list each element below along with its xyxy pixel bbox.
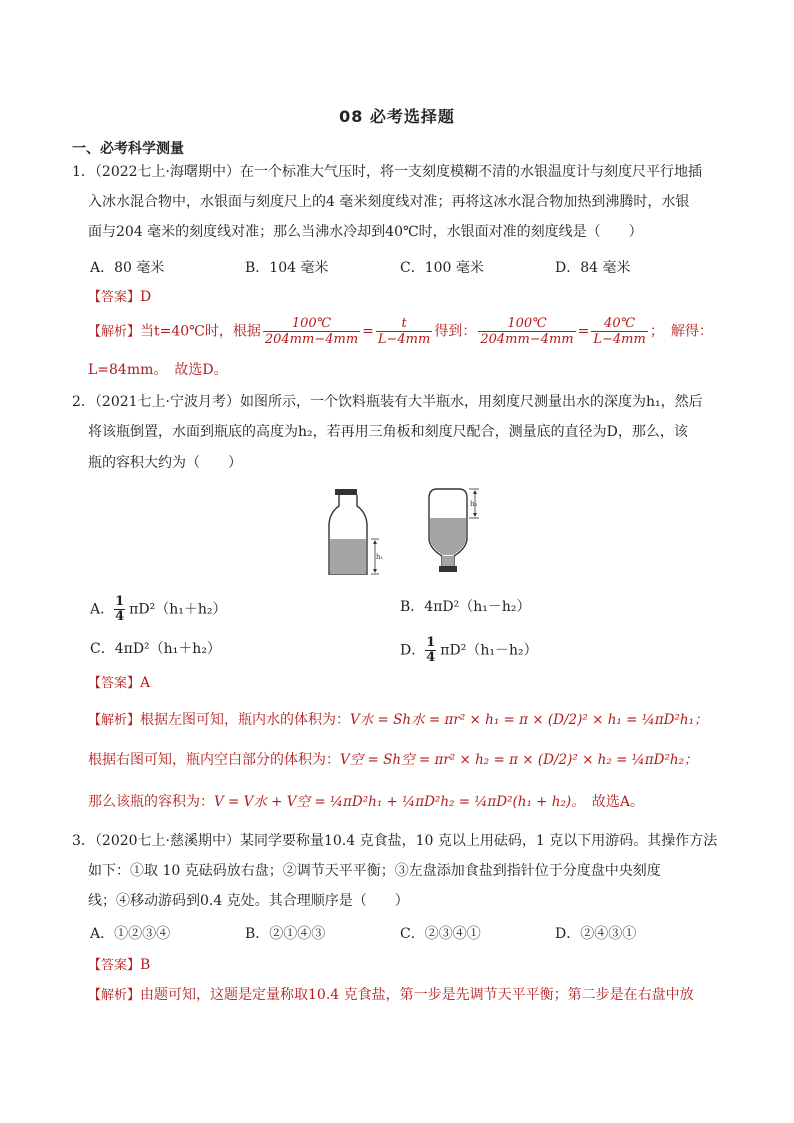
q1-option-b: B．104 毫米 <box>245 260 329 276</box>
analysis-text: ； 解得： <box>649 323 713 340</box>
q3-option-b: B．②①④③ <box>245 926 326 942</box>
formula: V空 = Sh空 = πr² × h₂ = π × (D/2)² × h₂ = ¼πD²h₂； <box>340 752 698 768</box>
q1-analysis-line-2: L=84mm。 故选D。 <box>88 362 228 378</box>
q3-option-a: A．①②③④ <box>90 926 171 942</box>
q3-line-1: 3．（2020七上·慈溪期中）某同学要称量10.4 克食盐，10 克以上用砝码，1 克以下用游码。其操作方法 <box>72 833 718 849</box>
option-text: πD²（h₁＋h₂） <box>129 601 227 618</box>
left-h-label: h₁ <box>376 553 384 561</box>
fraction <box>425 636 436 665</box>
answer-value: A <box>140 675 151 691</box>
q1-option-d: D．84 毫米 <box>555 260 631 276</box>
q2-analysis-line-2 <box>88 750 697 770</box>
right-water <box>430 518 466 555</box>
q2-analysis-line-3 <box>88 792 644 812</box>
bottle-cap <box>439 566 457 572</box>
numerator: t <box>376 316 432 332</box>
q1-analysis-line-1 <box>88 316 713 347</box>
q1-answer <box>88 287 151 308</box>
bottle-cap <box>335 489 357 495</box>
numerator: 100℃ <box>478 316 575 332</box>
option-letter: A． <box>90 601 115 618</box>
q2-option-c: C．4πD²（h₁＋h₂） <box>90 641 221 657</box>
answer-tag: 【答案】 <box>88 958 141 973</box>
denominator: L−4mm <box>593 332 646 347</box>
denominator: 204mm−4mm <box>480 332 574 347</box>
numerator: 40℃ <box>591 316 647 332</box>
q1-line-3: 面与204 毫米的刻度线对准；那么当沸水冷却到40℃时，水银面对准的刻度线是（ ） <box>88 224 643 240</box>
denominator: 204mm−4mm <box>264 332 359 347</box>
page-title: 08 必考选择题 <box>339 107 455 126</box>
numerator: 1 <box>115 594 125 609</box>
analysis-text: 由题可知，这题是定量称取10.4 克食盐，第一步是先调节天平平衡；第二步是在右盘中放 <box>140 987 694 1003</box>
answer-tag: 【答案】 <box>88 676 141 691</box>
q3-option-d: D．②④③① <box>555 926 637 942</box>
q1-option-a: A．80 毫米 <box>90 260 165 276</box>
numerator: 1 <box>426 635 436 650</box>
q3-answer <box>88 955 150 976</box>
equals: = <box>362 323 374 340</box>
q2-option-b: B．4πD²（h₁－h₂） <box>400 599 531 615</box>
q2-analysis-line-1 <box>88 710 708 731</box>
fraction <box>263 316 360 347</box>
analysis-text: 根据左图可知，瓶内水的体积为： <box>140 712 351 728</box>
q2-line-2: 将该瓶倒置，水面到瓶底的高度为h₂，若再用三角板和刻度尺配合，测量底的直径为D，那么，该 <box>88 424 688 440</box>
q1-line-2: 入冰水混合物中，水银面与刻度尺上的4 毫米刻度线对准；再将这冰水混合物加热到沸腾时，水银 <box>88 194 690 210</box>
option-letter: D． <box>400 642 426 659</box>
q3-line-3: 线；④移动游码到0.4 克处。其合理顺序是（ ） <box>88 893 409 909</box>
answer-value: D <box>140 289 152 305</box>
fraction <box>376 316 432 347</box>
denominator: 4 <box>426 650 436 665</box>
q3-analysis-line-1 <box>88 985 694 1006</box>
denominator: L−4mm <box>377 332 431 347</box>
analysis-text: 当t=40℃时，根据 <box>140 323 261 340</box>
analysis-tag: 【解析】 <box>88 324 141 340</box>
q1-option-c: C．100 毫米 <box>400 260 484 276</box>
equals: = <box>577 323 590 340</box>
analysis-text: 那么该瓶的容积为： <box>88 794 214 810</box>
q1-line-1: 1．（2022七上·海曙期中）在一个标准大气压时，将一支刻度模糊不清的水银温度计与刻度尺平行地插 <box>72 164 702 180</box>
fraction <box>591 316 647 347</box>
q2-option-d <box>400 636 538 665</box>
analysis-tag: 【解析】 <box>88 988 141 1003</box>
q3-line-2: 如下：①取 10 克砝码放右盘；②调节天平平衡；③左盘添加食盐到指针位于分度盘中央刻度 <box>88 863 661 879</box>
section-heading: 一、必考科学测量 <box>72 141 184 157</box>
numerator: 100℃ <box>263 316 360 332</box>
right-h-label: h₂ <box>470 500 478 508</box>
q2-answer <box>88 673 150 694</box>
formula: V = V水 + V空 = ¼πD²h₁ + ¼πD²h₂ = ¼πD²(h₁ + h₂)。 <box>214 794 578 810</box>
analysis-text: 故选A。 <box>577 794 645 810</box>
bottle-figure <box>325 486 495 578</box>
denominator: 4 <box>115 609 125 624</box>
q2-line-3: 瓶的容积大约为（ ） <box>88 455 242 471</box>
answer-tag: 【答案】 <box>88 290 141 305</box>
formula: V水 = Sh水 = πr² × h₁ = π × (D/2)² × h₁ = ¼πD²h₁； <box>350 712 708 728</box>
analysis-text: 得到： <box>434 323 477 340</box>
analysis-text: 根据右图可知，瓶内空白部分的体积为： <box>88 752 340 768</box>
q2-option-a <box>90 595 226 624</box>
q3-option-c: C．②③④① <box>400 926 481 942</box>
option-text: πD²（h₁－h₂） <box>440 642 538 659</box>
analysis-tag: 【解析】 <box>88 713 141 728</box>
fraction <box>478 316 575 347</box>
q2-line-1: 2．（2021七上·宁波月考）如图所示，一个饮料瓶装有大半瓶水，用刻度尺测量出水的深度为h₁，然后 <box>72 394 703 410</box>
answer-value: B <box>140 957 151 973</box>
left-water <box>330 539 366 574</box>
fraction <box>114 595 125 624</box>
